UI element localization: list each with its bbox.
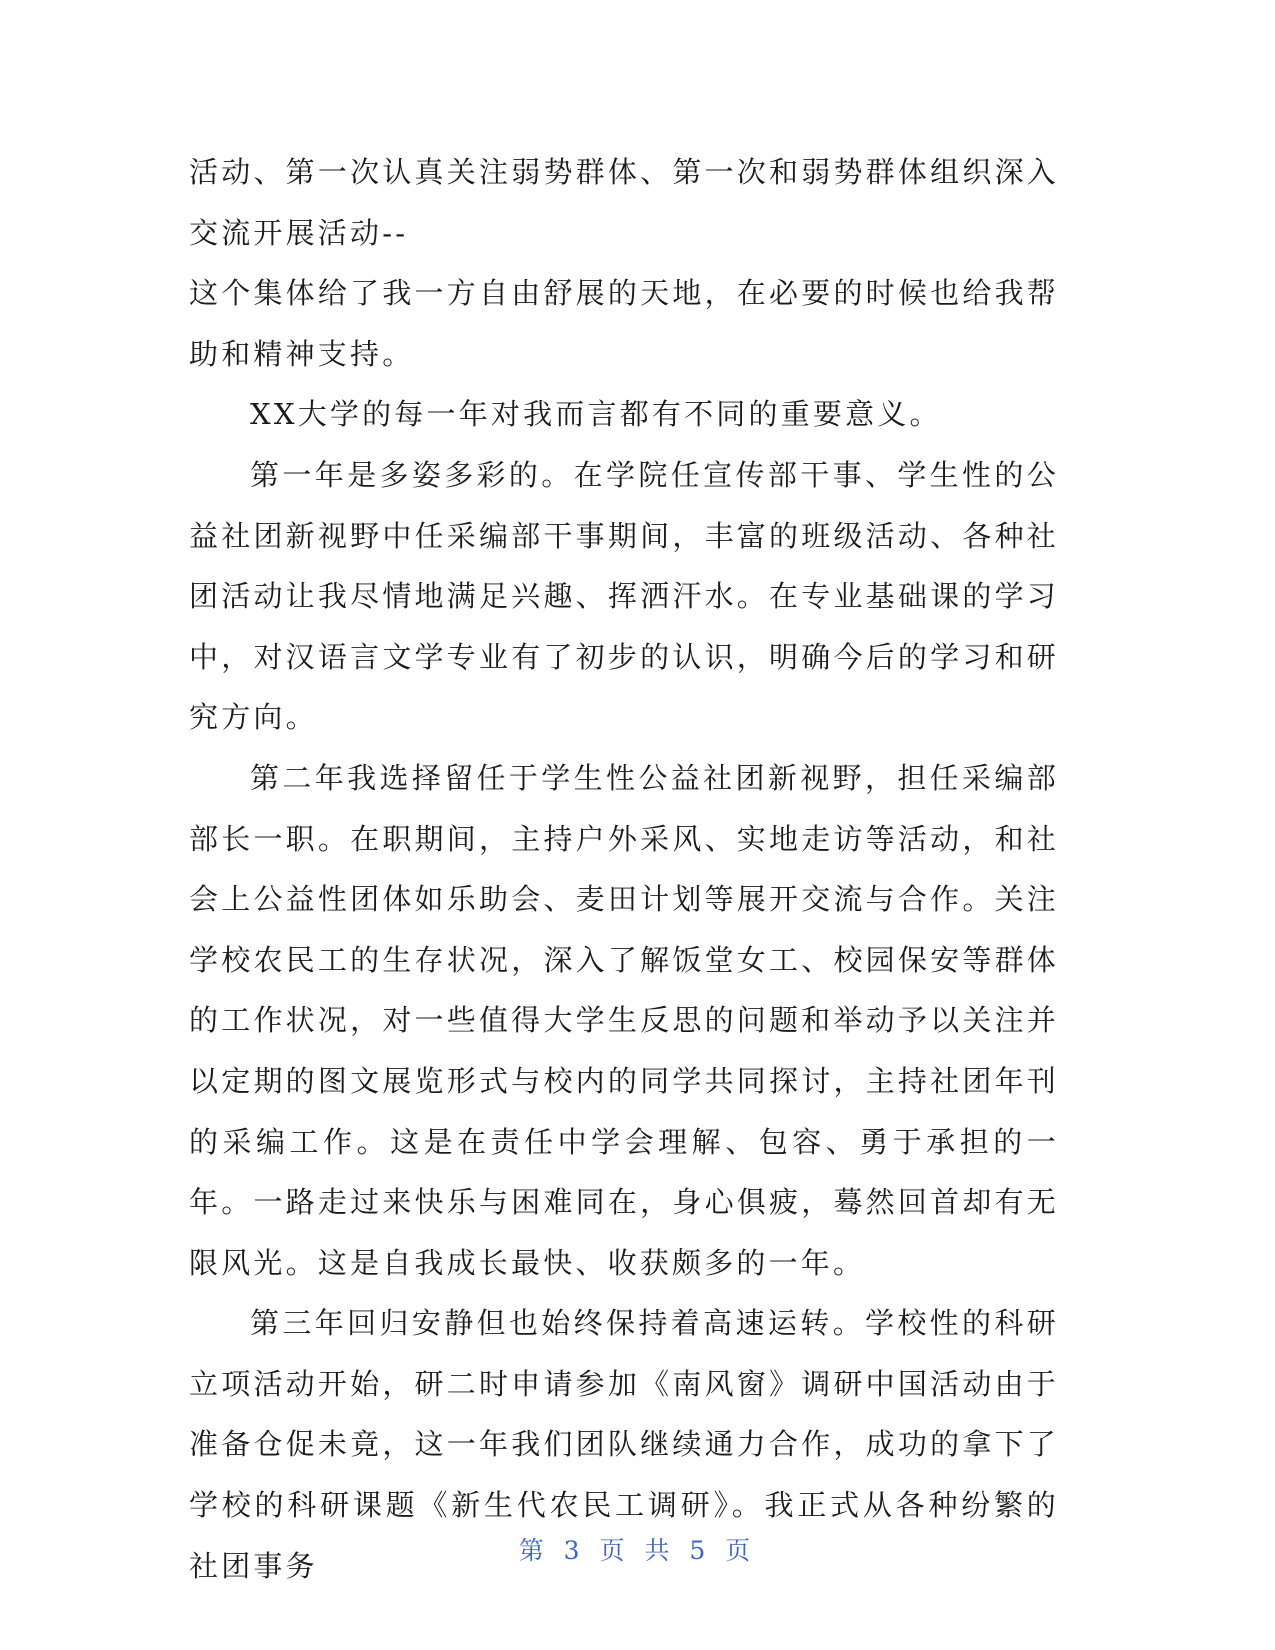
paragraph-second-year: 第二年我选择留任于学生性公益社团新视野，担任采编部部长一职。在职期间，主持户外采风、实地走访等活动，和社会上公益性团体如乐助会、麦田计划等展开交流与合作。关注学校农民工的生存状况，深入了解饭堂女工、校园保安等群体的工作状况，对一些值得大学生反思的问题和举动予以关注并以定期的图文展览形式与校内的同学共同探讨，主持社团年刊的采编工作。这是在责任中学会理解、包容、勇于承担的一年。一路走过来快乐与困难同在，身心俱疲，蓦然回首却有无限风光。这是自我成长最快、收获颇多的一年。 [189,760,1059,1280]
paragraph-continuation-activities: 活动、第一次认真关注弱势群体、第一次和弱势群体组织深入交流开展活动-- [189,155,1059,250]
page-number-footer: 第 3 页 共 5 页 [518,1536,757,1565]
paragraph-collective-support: 这个集体给了我一方自由舒展的天地，在必要的时候也给我帮助和精神支持。 [189,276,1059,371]
paragraph-third-year: 第三年回归安静但也始终保持着高速运转。学校性的科研立项活动开始，研二时申请参加《南风窗》调研中国活动由于准备仓促未竟，这一年我们团队继续通力合作，成功的拿下了学校的科研课题《新生代农民工调研》。我正式从各种纷繁的社团事务 [189,1306,1059,1583]
document-body [189,142,1059,1596]
paragraph-first-year: 第一年是多姿多彩的。在学院任宣传部干事、学生性的公益社团新视野中任采编部干事期间，丰富的班级活动、各种社团活动让我尽情地满足兴趣、挥洒汗水。在专业基础课的学习中，对汉语言文学专业有了初步的认识，明确今后的学习和研究方向。 [189,457,1059,735]
paragraph-each-year-meaning: XX大学的每一年对我而言都有不同的重要意义。 [250,397,942,432]
